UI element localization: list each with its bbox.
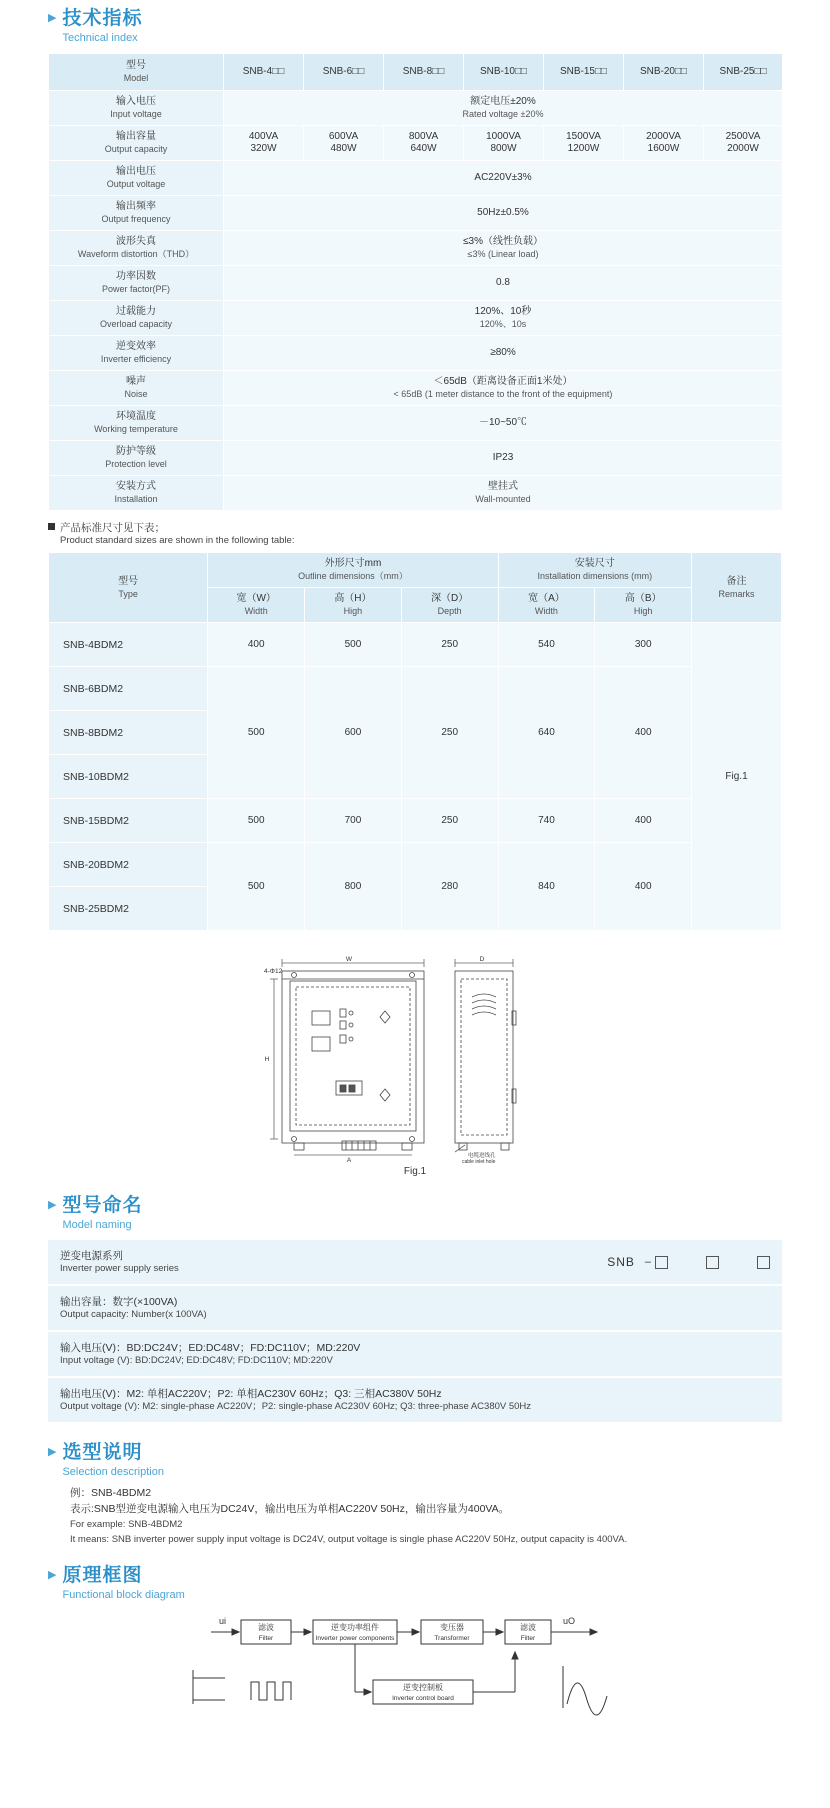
selection-description-body — [70, 1485, 830, 1547]
size-note-cn: 产品标准尺寸见下表； — [60, 522, 165, 534]
row-label: 波形失真 Waveform distortion（THD） — [49, 231, 224, 266]
cell-high: 500 — [305, 623, 402, 667]
header-model-2: SNB-6□□ — [304, 54, 384, 91]
header-remarks: 备注 Remarks — [692, 553, 782, 623]
header-type: 型号 Type — [49, 553, 208, 623]
row-value: 0.8 — [224, 266, 783, 301]
functional-block-diagram — [0, 1608, 830, 1723]
node-label-en-3: Transformer — [434, 1635, 470, 1642]
table-row — [49, 441, 783, 476]
row-value: IP23 — [224, 441, 783, 476]
cell-install-width: 740 — [498, 799, 595, 843]
output-label: uO — [563, 1616, 576, 1626]
naming-label-en: Input voltage (V): BD:DC24V; ED:DC48V; FD:DC110V; MD:220V — [60, 1354, 333, 1366]
node-label-cn-4: 滤波 — [520, 1623, 536, 1632]
size-note — [48, 520, 830, 546]
naming-label-cn: 输出电压(V)：M2: 单相AC220V；P2: 单相AC230V 60Hz；Q3: 三相AC380V 50Hz — [60, 1387, 442, 1400]
section-title-cn: 技术指标 — [62, 8, 143, 29]
cell-high: 700 — [305, 799, 402, 843]
cell-high: 800 — [305, 843, 402, 931]
row-label: 输出容量 Output capacity — [49, 126, 224, 161]
figure-caption: Fig.1 — [403, 1166, 427, 1177]
header-high: 高（H） High — [305, 588, 402, 623]
header-model-6: SNB-20□□ — [624, 54, 704, 91]
input-label: ui — [219, 1616, 227, 1626]
section-title-cn: 选型说明 — [62, 1442, 143, 1463]
cell-width: 500 — [208, 843, 305, 931]
row-value: 50Hz±0.5% — [224, 196, 783, 231]
naming-label-cn: 输入电压(V)：BD:DC24V；ED:DC48V；FD:DC110V；MD:220V — [60, 1341, 361, 1354]
row-value: 2500VA 2000W — [704, 126, 783, 161]
cell-install-high: 400 — [595, 667, 692, 799]
selection-line-example-en: For example: SNB-4BDM2 — [70, 1519, 183, 1530]
cell-width: 400 — [208, 623, 305, 667]
cell-install-width: 640 — [498, 667, 595, 799]
triangle-right-icon: ▶ — [48, 1199, 57, 1211]
naming-row-input-voltage — [48, 1332, 782, 1378]
dim-label-w: W — [345, 956, 353, 963]
cabinet-drawing-svg — [250, 949, 580, 1164]
table-row — [49, 161, 783, 196]
row-label: 过载能力 Overload capacity — [49, 301, 224, 336]
row-value: 2000VA 1600W — [624, 126, 704, 161]
header-width: 宽（W） Width — [208, 588, 305, 623]
header-model: 型号 Model — [49, 54, 224, 91]
table-row — [49, 266, 783, 301]
standard-size-table — [48, 552, 782, 931]
cell-type: SNB-25BDM2 — [49, 887, 208, 931]
node-label-en-5: Inverter control board — [392, 1695, 454, 1702]
row-label: 功率因数 Power factor(PF) — [49, 266, 224, 301]
table-row — [49, 371, 783, 406]
row-value: AC220V±3% — [224, 161, 783, 196]
naming-row-series — [48, 1240, 782, 1286]
dim-label-h: H — [264, 1056, 270, 1063]
table-row — [49, 126, 783, 161]
node-label-en-1: Filter — [258, 1635, 274, 1642]
row-value: 1500VA 1200W — [544, 126, 624, 161]
table-row — [49, 623, 782, 667]
section-title-en: Selection description — [62, 1466, 164, 1478]
hole-label-cn: 电缆进线孔 — [468, 1153, 496, 1159]
header-install: 安装尺寸 Installation dimensions (mm) — [498, 553, 691, 588]
cell-type: SNB-10BDM2 — [49, 755, 208, 799]
header-depth: 深（D） Depth — [401, 588, 498, 623]
header-install-width: 宽（A） Width — [498, 588, 595, 623]
header-outline: 外形尺寸mm Outline dimensions（mm） — [208, 553, 498, 588]
row-value: 1000VA 800W — [464, 126, 544, 161]
cell-install-high: 400 — [595, 799, 692, 843]
naming-row-output-voltage — [48, 1378, 782, 1424]
table-row — [49, 196, 783, 231]
row-label: 环境温度 Working temperature — [49, 406, 224, 441]
code-box-1 — [655, 1256, 668, 1269]
row-label: 安装方式 Installation — [49, 476, 224, 511]
row-value: 额定电压±20% Rated voltage ±20% — [224, 91, 783, 126]
node-label-cn-1: 滤波 — [258, 1623, 274, 1632]
selection-line-meaning-en: It means: SNB inverter power supply input voltage is DC24V, output voltage is single phase AC220V 50Hz, output capacity is 400VA. — [70, 1534, 628, 1545]
naming-label-en: Output capacity: Number(x 100VA) — [60, 1308, 207, 1320]
section-title-en: Model naming — [62, 1219, 132, 1231]
selection-line-example-cn: 例：SNB-4BDM2 — [70, 1487, 152, 1499]
naming-row-capacity — [48, 1286, 782, 1332]
naming-label-cn: 逆变电源系列 — [60, 1249, 123, 1262]
selection-line-meaning-cn: 表示:SNB型逆变电源输入电压为DC24V，输出电压为单相AC220V 50Hz，输出容量为400VA。 — [70, 1503, 510, 1515]
triangle-right-icon: ▶ — [48, 1446, 57, 1458]
section-header-selection — [48, 1442, 830, 1479]
square-bullet-icon — [48, 523, 55, 530]
cell-depth: 280 — [401, 843, 498, 931]
row-value: 600VA 480W — [304, 126, 384, 161]
row-label: 输出频率 Output frequency — [49, 196, 224, 231]
row-value: －10~50℃ — [224, 406, 783, 441]
row-value: ≤3%（线性负载） ≤3% (Linear load) — [224, 231, 783, 266]
header-model-5: SNB-15□□ — [544, 54, 624, 91]
naming-label-en: Output voltage (V): M2: single-phase AC220V；P2: single-phase AC230V 60Hz; Q3: three-phase AC380V 50Hz — [60, 1400, 532, 1412]
row-label: 噪声 Noise — [49, 371, 224, 406]
cell-depth: 250 — [401, 667, 498, 799]
technical-index-table — [48, 53, 783, 511]
node-label-cn-5: 逆变控制板 — [403, 1683, 443, 1692]
cell-type: SNB-6BDM2 — [49, 667, 208, 711]
row-value: 400VA 320W — [224, 126, 304, 161]
naming-label-cn: 输出容量：数字(×100VA) — [60, 1295, 178, 1308]
size-note-en: Product standard sizes are shown in the following table: — [60, 535, 295, 546]
header-model-4: SNB-10□□ — [464, 54, 544, 91]
dim-label-d: D — [479, 956, 485, 963]
cell-install-width: 840 — [498, 843, 595, 931]
row-label: 输入电压 Input voltage — [49, 91, 224, 126]
row-value: ≥80% — [224, 336, 783, 371]
node-label-en-4: Filter — [520, 1635, 536, 1642]
cell-type: SNB-15BDM2 — [49, 799, 208, 843]
header-model-1: SNB-4□□ — [224, 54, 304, 91]
model-naming-block — [48, 1240, 782, 1424]
table-row — [49, 667, 782, 711]
section-title-cn: 原理框图 — [62, 1565, 143, 1586]
table-row — [49, 91, 783, 126]
naming-code-group — [607, 1255, 770, 1269]
cell-install-high: 400 — [595, 843, 692, 931]
header-model-7: SNB-25□□ — [704, 54, 783, 91]
section-title-en: Functional block diagram — [62, 1589, 185, 1601]
table-header-row — [49, 54, 783, 91]
cell-width: 500 — [208, 667, 305, 799]
naming-label-en: Inverter power supply series — [60, 1262, 179, 1274]
table-row — [49, 301, 783, 336]
header-install-high: 高（B） High — [595, 588, 692, 623]
cell-install-high: 300 — [595, 623, 692, 667]
section-title-en: Technical index — [62, 32, 138, 44]
table-row — [49, 476, 783, 511]
cell-type: SNB-20BDM2 — [49, 843, 208, 887]
code-box-2 — [706, 1256, 719, 1269]
row-value: 壁挂式 Wall-mounted — [224, 476, 783, 511]
dim-label-dia: 4-Φ12 — [264, 968, 283, 975]
row-label: 输出电压 Output voltage — [49, 161, 224, 196]
node-label-cn-2: 逆变功率组件 — [331, 1623, 379, 1632]
table-row — [49, 843, 782, 887]
cell-type: SNB-8BDM2 — [49, 711, 208, 755]
row-label: 防护等级 Protection level — [49, 441, 224, 476]
cell-install-width: 540 — [498, 623, 595, 667]
row-value: 120%、10秒 120%、10s — [224, 301, 783, 336]
product-drawing — [0, 949, 830, 1164]
cell-remarks: Fig.1 — [692, 623, 782, 931]
hole-label-en: cable inlet hole — [462, 1159, 496, 1164]
section-header-block-diagram — [48, 1565, 830, 1602]
section-header-technical-index — [48, 8, 830, 45]
code-box-3 — [757, 1256, 770, 1269]
row-value: ＜65dB（距离设备正面1米处） < 65dB (1 meter distance to the front of the equipment) — [224, 371, 783, 406]
table-row — [49, 799, 782, 843]
section-header-model-naming — [48, 1195, 830, 1232]
triangle-right-icon: ▶ — [48, 1569, 57, 1581]
header-model-3: SNB-8□□ — [384, 54, 464, 91]
block-diagram-svg — [185, 1608, 645, 1723]
triangle-right-icon: ▶ — [48, 12, 57, 24]
naming-code-snb: SNB — [607, 1255, 635, 1269]
cell-type: SNB-4BDM2 — [49, 623, 208, 667]
node-label-cn-3: 变压器 — [440, 1623, 464, 1632]
cell-high: 600 — [305, 667, 402, 799]
cell-width: 500 — [208, 799, 305, 843]
node-label-en-2: Inverter power components — [315, 1635, 395, 1642]
section-title-cn: 型号命名 — [62, 1195, 143, 1216]
cell-depth: 250 — [401, 623, 498, 667]
row-label: 逆变效率 Inverter efficiency — [49, 336, 224, 371]
table-header-row — [49, 553, 782, 588]
table-row — [49, 406, 783, 441]
row-value: 800VA 640W — [384, 126, 464, 161]
dim-label-a: A — [346, 1157, 352, 1164]
cell-depth: 250 — [401, 799, 498, 843]
table-row — [49, 336, 783, 371]
naming-code-dash: – — [644, 1256, 651, 1268]
table-row — [49, 231, 783, 266]
